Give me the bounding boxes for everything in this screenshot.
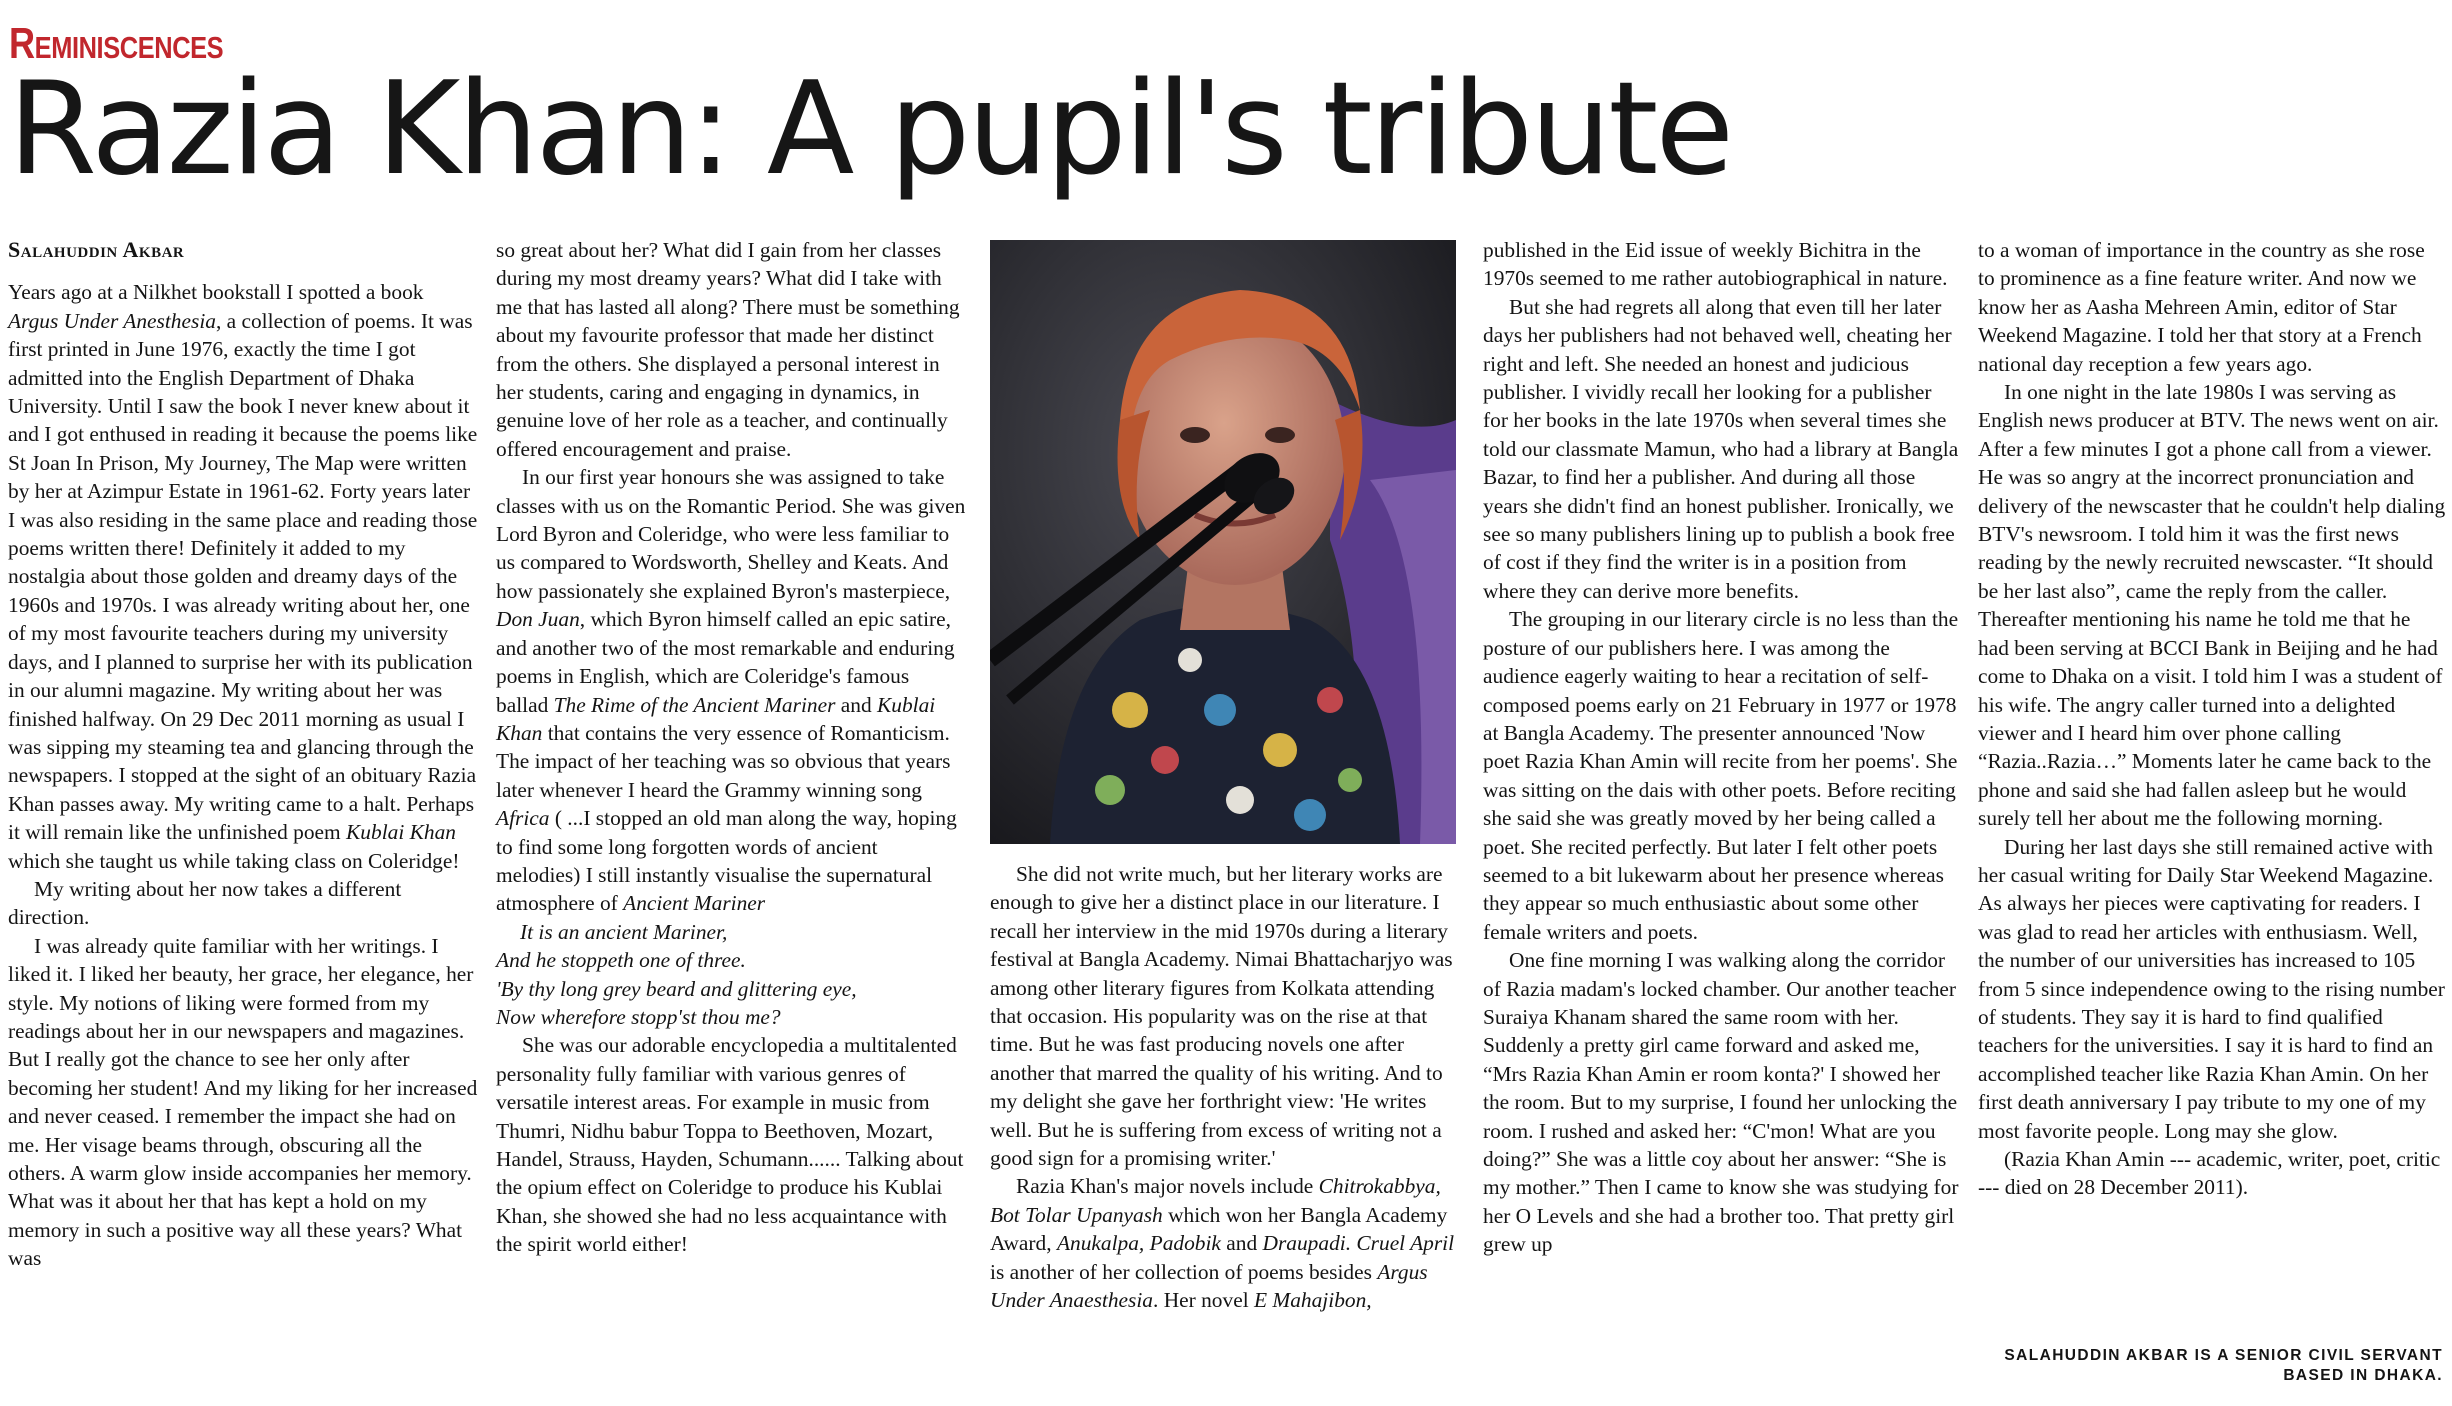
- paragraph: so great about her? What did I gain from her classes during my most dreamy years? What did I take with me that has lasted all along? There must be something about my favourite professor that made her distinct from the others. She displayed a personal interest in her students, caring and engaging in dynamics, in genuine love of her role as a teacher, and continually offered encouragement and praise.: [496, 238, 960, 461]
- paragraph: In one night in the late 1980s I was serving as English news producer at BTV. The news went on air. After a few minutes I got a phone call from a viewer. He was so angry at the incorrect pronunciation and delivery of the newscaster that he couldn't help dialing BTV's newsroom. I told him it was the first news reading by the newly recruited newscaster. “It should be her last also”, came the reply from the caller. Thereafter mentioning his name he told me that he had been serving at BCCI Bank in Beijing and he had come to Dhaka on a visit. I told him I was a student of his wife. The angry caller turned into a delighted viewer and I heard him over phone calling “Razia..Razia…” Moments later he came back to the phone and said she had fallen asleep but he would surely tell her about me the following morning.: [1978, 380, 2446, 831]
- paragraph: Razia Khan's major novels include Chitrokabbya, Bot Tolar Upanyash which won her Bangla Academy Award, Anukalpa, Padobik and Draupadi. Cruel April is another of her collection of poems besides Argus Under Anaesthesia. Her novel E Mahajibon,: [990, 1174, 1455, 1313]
- headline: Razia Khan: A pupil's tribute: [8, 55, 1732, 204]
- byline: Salahuddin Akbar: [8, 237, 185, 262]
- paragraph: During her last days she still remained active with her casual writing for Daily Star Weekend Magazine. As always her pieces were captivating for readers. I was glad to read her articles with enthusiasm. Well, the number of our universities has increased to 105 from 5 since independence owing to the rising number of students. They say it is hard to find qualified teachers for the universities. I say it is hard to find an accomplished teacher like Razia Khan Amin. On her first death anniversary I pay tribute to my one of my most favorite people. Long may she glow.: [1978, 834, 2445, 1143]
- article-column-4: [1483, 236, 1959, 1259]
- paragraph: published in the Eid issue of weekly Bichitra in the 1970s seemed to me rather autobiographical in nature.: [1483, 238, 1948, 291]
- paragraph: In our first year honours she was assigned to take classes with us on the Romantic Period. She was given Lord Byron and Coleridge, who were less familiar to us compared to Wordsworth, Shelley and Keats. And how passionately she explained Byron's masterpiece, Don Juan, which Byron himself called an epic satire, and another two of the most remarkable and enduring poems in English, which are Coleridge's famous ballad The Rime of the Ancient Mariner and Kublai Khan that contains the very essence of Romanticism. The impact of her teaching was so obvious that years later whenever I heard the Grammy winning song Africa ( ...I stopped an old man along the way, hoping to find some long forgotten words of ancient melodies) I still instantly visualise the supernatural atmosphere of Ancient Mariner: [496, 465, 966, 916]
- poem-title: Kublai Khan: [346, 820, 456, 845]
- paragraph: Years ago at a Nilkhet bookstall I spotted a book Argus Under Anesthesia, a collection of poems. It was first printed in June 1976, exactly the time I got admitted into the English Department of Dhaka University. Until I saw the book I never knew about it and I got enthused in reading it because the poems like St Joan In Prison, My Journey, The Map were written by her at Azimpur Estate in 1961-62. Forty years later I was also residing in the same place and reading those poems written there! Definitely it added to my nostalgia about those golden and dreamy days of the 1960s and 1970s. I was already writing about her, one of my most favourite teachers during my university days, and I planned to surprise her with its publication in our alumni magazine. My writing about her was finished halfway. On 29 Dec 2011 morning as usual I was sipping my steaming tea and glancing through the newspapers. I stopped at the sight of an obituary Razia Khan passes away. My writing came to a halt. Perhaps it will remain like the unfinished poem Kublai Khan which she taught us while taking class on Coleridge!: [8, 280, 478, 873]
- article-column-2: [496, 236, 966, 1259]
- paragraph: The grouping in our literary circle is no less than the posture of our publishers here. I was among the audience eagerly waiting to hear a recitation of self-composed poems early on 21 February in 1977 or 1978 at Bangla Academy. The presenter announced 'Now poet Razia Khan Amin will recite from her poems'. She was sitting on the dais with other poets. Before reciting she said she was greatly moved by her being called a poet. She recited perfectly. But later I felt other poets seemed to a bit lukewarm about her presence whereas they appear so much enthusiastic about some other female writers and poets.: [1483, 607, 1959, 944]
- paragraph: My writing about her now takes a different direction.: [8, 876, 402, 930]
- article-column-3: [990, 860, 1460, 1315]
- paragraph: One fine morning I was walking along the corridor of Razia madam's locked chamber. Our another teacher Suraiya Khanam shared the same room with her. Suddenly a pretty girl came forward and asked me, “Mrs Razia Khan Amin er room konta?' I showed her the room. But to my surprise, I found her unlocking the room. I rushed and asked her: “C'mon! What are you doing?” She was a little coy about her answer: “She is my mother.” Then I came to know she was studying for her O Levels and she had a brother too. That pretty girl grew up: [1483, 948, 1959, 1257]
- book-title: Argus Under Anesthesia: [8, 308, 216, 333]
- verse-line: Now wherefore stopp'st thou me?: [496, 1004, 781, 1029]
- section-kicker: Reminiscences: [9, 19, 224, 68]
- verse-line: And he stoppeth one of three.: [496, 948, 746, 973]
- paragraph: She did not write much, but her literary works are enough to give her a distinct place in our literature. I recall her interview in the mid 1970s during a literary festival at Bangla Academy. Nimai Bhattacharjyo was among other literary figures from Kolkata attending that occasion. His popularity was on the rise at that time. But he was fast producing novels one after another that marred the quality of his writing. And to my delight she gave her forthright view: 'He writes well. But he is suffering from excess of writing not a good sign for a promising writer.': [990, 862, 1453, 1171]
- paragraph: I was already quite familiar with her writings. I liked it. I liked her beauty, her grace, her elegance, her style. My notions of liking were formed from my readings about her in our newspapers and magazines. But I really got the chance to see her only after becoming her student! And my liking for her increased and never ceased. I remember the impact she had on me. Her visage beams through, obscuring all the others. A warm glow inside accompanies her memory. What was it about her that has kept a hold on my memory in such a positive way all these years? What was: [8, 933, 478, 1271]
- author-credit: SALAHUDDIN AKBAR IS A SENIOR CIVIL SERVANT BASED IN DHAKA.: [2004, 1347, 2443, 1384]
- portrait-photo: [990, 240, 1456, 844]
- article-column-5: [1978, 236, 2446, 1202]
- verse-line: It is an ancient Mariner,: [520, 919, 728, 944]
- paragraph: She was our adorable encyclopedia a multitalented personality fully familiar with various genres of versatile interest areas. For example in music from Thumri, Nidhu babur Toppa to Beethoven, Mozart, Handel, Strauss, Hayden, Schumann...... Talking about the opium effect on Coleridge to produce his Kublai Khan, she showed she had no less acquaintance with the spirit world either!: [496, 1033, 964, 1257]
- paragraph: to a woman of importance in the country as she rose to prominence as a fine feature writer. And now we know her as Aasha Mehreen Amin, editor of Star Weekend Magazine. I told her that story at a French national day reception a few years ago.: [1978, 238, 2425, 376]
- paragraph: (Razia Khan Amin --- academic, writer, poet, critic --- died on 28 December 2011).: [1978, 1147, 2441, 1200]
- paragraph: But she had regrets all along that even till her later days her publishers had not behaved well, cheating her right and left. She needed an honest and judicious publisher. I vividly recall her looking for a publisher for her books in the late 1970s when several times she told our classmate Mamun, who had a library at Bangla Bazar, to find her a publisher. And during all those years she didn't find an honest publisher. Ironically, we see so many publishers lining up to publish a book free of cost if they find the writer is in a position from where they can derive more benefits.: [1483, 294, 1959, 603]
- photo-illustration: [990, 240, 1456, 844]
- verse-line: 'By thy long grey beard and glittering eye,: [496, 976, 857, 1001]
- article-column-1: [8, 236, 478, 1273]
